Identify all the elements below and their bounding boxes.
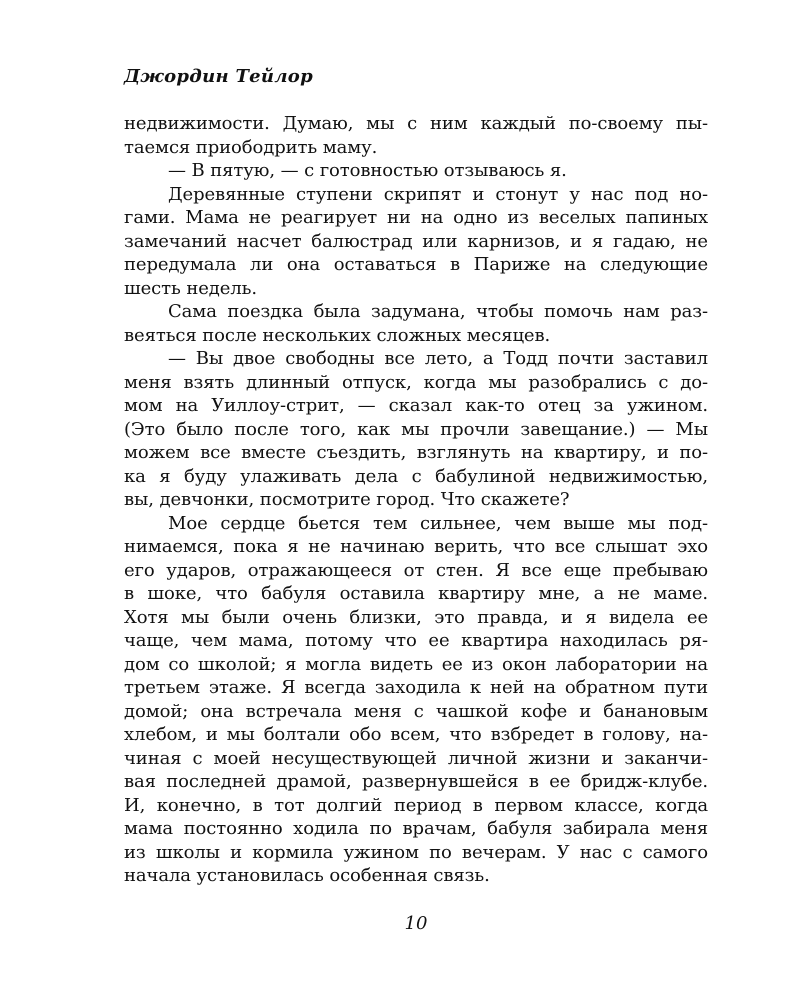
text-line: Сама поездка была задумана, чтобы помочь нам раз- <box>168 301 708 322</box>
text-line: — В пятую, — с готовностью отзываюсь я. <box>168 160 567 181</box>
text-line: из школы и кормила ужином по вечерам. У нас с самого <box>124 841 708 863</box>
page-number: 10 <box>404 913 428 934</box>
text-line: таемся приободрить маму. <box>124 136 378 158</box>
text-line: домой; она встречала меня с чашкой кофе и банановым <box>124 700 708 722</box>
text-line: третьем этаже. Я всегда заходила к ней на обратном пути <box>124 677 708 698</box>
text-line: вы, девчонки, посмотрите город. Что скажете? <box>124 489 570 510</box>
text-line: шесть недель. <box>124 277 257 299</box>
text-line: хлебом, и мы болтали обо всем, что взбредет в голову, на- <box>124 724 708 745</box>
text-line: недвижимости. Думаю, мы с ним каждый по-своему пы- <box>124 113 708 134</box>
text-line: И, конечно, в тот долгий период в первом классе, когда <box>124 794 708 816</box>
text-line: меня взять длинный отпуск, когда мы разобрались с до- <box>124 371 708 393</box>
text-line: в шоке, что бабуля оставила квартиру мне, а не маме. <box>124 583 708 604</box>
text-line: дом со школой; я могла видеть ее из окон лаборатории на <box>124 653 708 675</box>
text-line: гами. Мама не реагирует ни на одно из веселых папиных <box>124 207 708 228</box>
text-line: можем все вместе съездить, взглянуть на квартиру, и по- <box>124 442 708 463</box>
text-line: передумала ли она оставаться в Париже на следующие <box>124 254 708 275</box>
text-line: веяться после нескольких сложных месяцев. <box>124 324 551 346</box>
text-line: начала установилась особенная связь. <box>124 865 490 886</box>
text-line: мом на Уиллоу-стрит, — сказал как-то отец за ужином. <box>124 395 708 416</box>
text-line: Деревянные ступени скрипят и стонут у нас под но- <box>168 183 708 205</box>
text-line: — Вы двое свободны все лето, а Тодд почти заставил <box>168 348 708 369</box>
running-head: Джордин Тейлор <box>124 66 313 87</box>
text-line: вая последней драмой, развернувшейся в ее бридж-клубе. <box>124 771 708 792</box>
text-line: мама постоянно ходила по врачам, бабуля забирала меня <box>124 818 708 839</box>
body-text <box>124 112 708 888</box>
text-line: ка я буду улаживать дела с бабулиной недвижимостью, <box>124 465 708 487</box>
text-line: замечаний насчет балюстрад или карнизов, и я гадаю, не <box>124 230 708 252</box>
text-line: чиная с моей несуществующей личной жизни и заканчи- <box>124 747 708 769</box>
text-line: его ударов, отражающееся от стен. Я все еще пребываю <box>124 559 708 581</box>
text-line: чаще, чем мама, потому что ее квартира находилась ря- <box>124 630 708 651</box>
text-line: Мое сердце бьется тем сильнее, чем выше мы под- <box>168 512 708 534</box>
text-line: (Это было после того, как мы прочли завещание.) — Мы <box>124 418 708 440</box>
text-line: Хотя мы были очень близки, это правда, и я видела ее <box>124 606 708 628</box>
text-line: нимаемся, пока я не начинаю верить, что все слышат эхо <box>124 536 708 557</box>
